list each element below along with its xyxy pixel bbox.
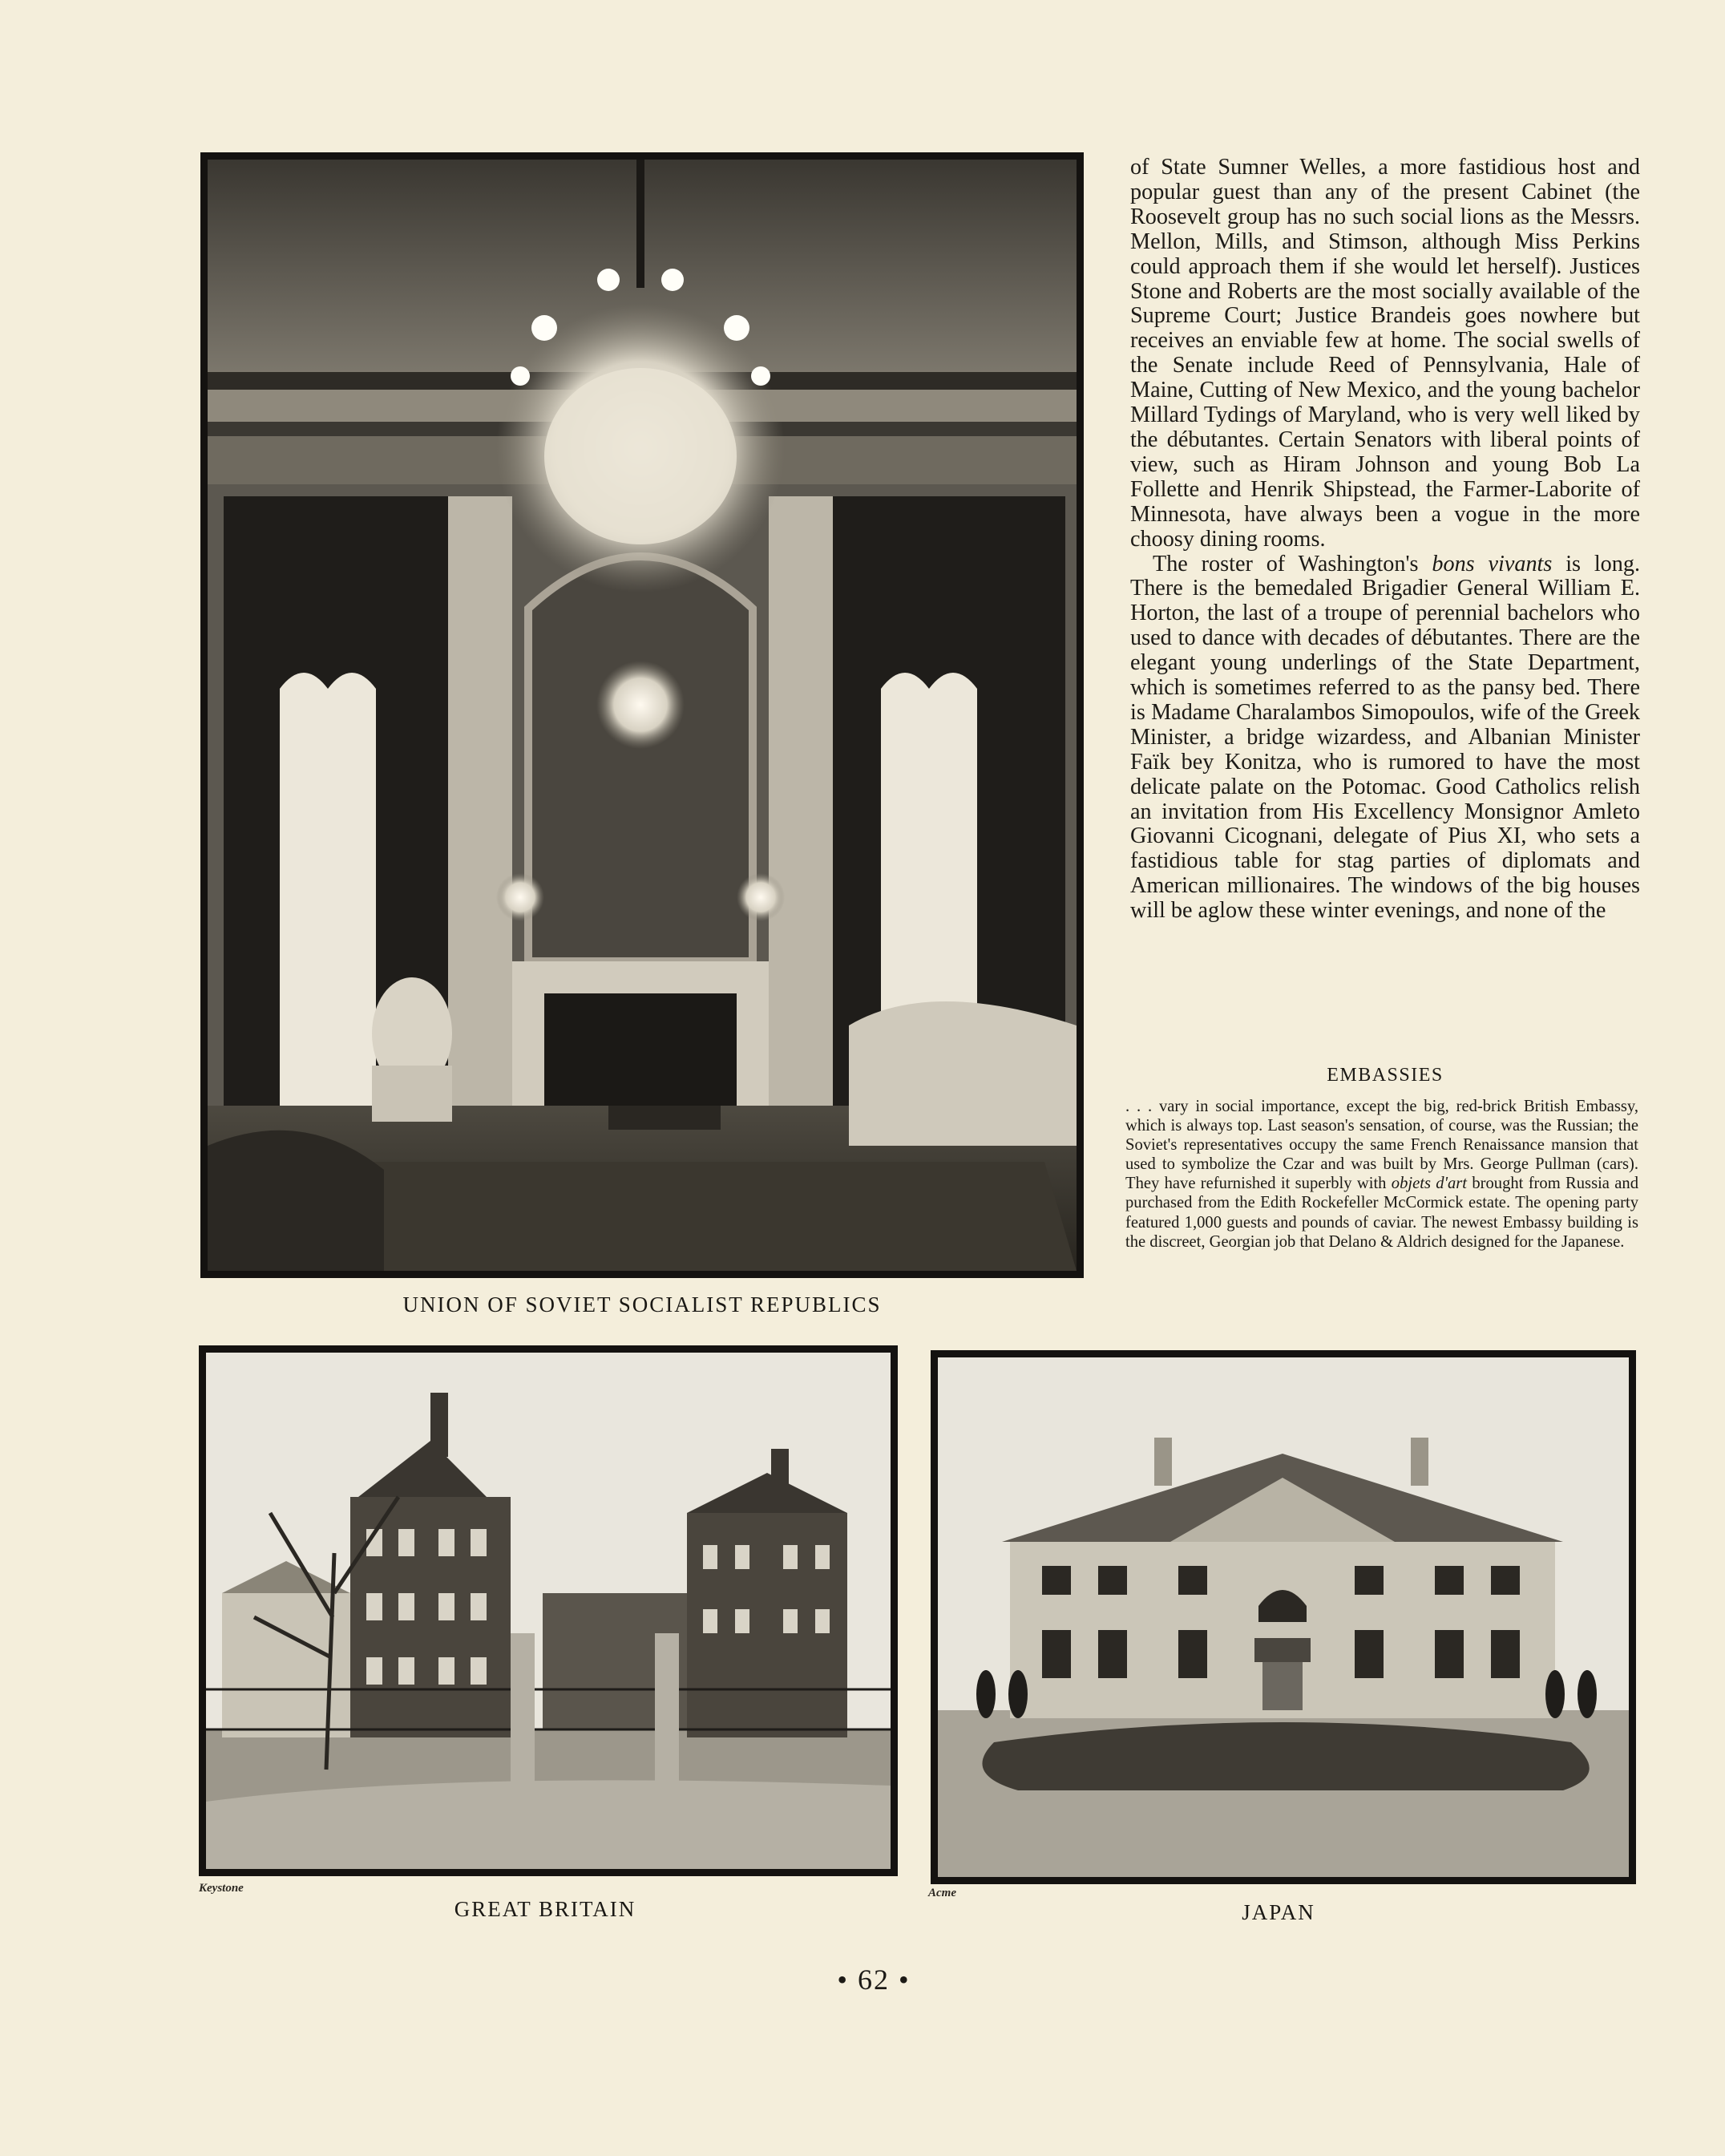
bons-vivants-italic: bons vivants [1432,551,1553,576]
embassies-text-start: . . . vary in social importance, except the big, red-brick British Embassy, which is always top. Last season's sensation, of course, was the Russian; the Soviet's representatives occupy the same French Renaissance mansion that used to symbolize the Czar and was built by Mrs. George Pullman (cars). They have refurnished it superbly with [1125,1098,1638,1193]
photo-credit-keystone: Keystone [199,1882,244,1895]
great-britain-caption: GREAT BRITAIN [454,1897,636,1921]
great-britain-embassy-photo [199,1345,898,1876]
article-paragraph-2 [1130,552,1640,924]
paragraph-2-text-start: The roster of Washington's [1153,551,1432,576]
objets-dart-italic: objets d'art [1391,1175,1468,1193]
article-column [1130,156,1640,924]
japan-embassy-photo [931,1350,1636,1884]
embassies-body [1125,1097,1638,1252]
great-britain-illustration [206,1353,891,1869]
japan-caption: JAPAN [1242,1900,1315,1924]
article-paragraph-1: of State Sumner Welles, a more fastidious host and popular guest than any of the present Cabinet (the Roosevelt group has no such social lions as the Messrs. Mellon, Mills, and Stimson, although Miss Perkins could approach them if she would let herself). Justices Stone and Roberts are the most socially available of the Supreme Court; Justice Brandeis goes nowhere but receives an enviable few at home. The social swells of the Senate include Reed of Pennsylvania, Hale of Maine, Cutting of New Mexico, and the young bachelor Millard Tydings of Maryland, who is very well liked by the débutantes. Certain Senators with liberal points of view, such as Hiram Johnson and young Bob La Follette and Henrik Shipstead, the Farmer-Laborite of Minnesota, have always been a vogue in the more choosy dining rooms. [1130,155,1640,552]
page-number: • 62 • [837,1964,911,1996]
paragraph-2-text-end: is long. There is the bemedaled Brigadier General William E. Horton, the last of a troupe of perennial bachelors who used to dance with decades of débutantes. There are the elegant young underlings of the State Department, which is sometimes referred to as the pansy bed. There is Madame Charalambos Simopoulos, wife of the Greek Minister, a bridge wizardess, and Albanian Minister Faïk bey Konitza, who is rumored to have the most delicate palate on the Potomac. Good Catholics relish an invitation from His Excellency Monsignor Amleto Giovanni Cicognani, delegate of Pius XI, who sets a fastidious table for stag parties of diplomats and American millionaires. The windows of the big houses will be aglow these winter evenings, and none of the [1130,551,1641,924]
ussr-embassy-interior-photo [200,152,1084,1278]
embassies-text-end: brought from Russia and purchased from the Edith Rockefeller McCormick estate. The opening party featured 1,000 guests and pounds of caviar. The newest Embassy building is the discreet, Georgian job that Delano & Aldrich designed for the Japanese. [1125,1175,1638,1251]
embassies-heading: EMBASSIES [1327,1065,1444,1086]
ussr-caption: UNION OF SOVIET SOCIALIST REPUBLICS [402,1292,882,1317]
photo-credit-acme: Acme [928,1887,956,1899]
ussr-interior-illustration [208,160,1077,1271]
japan-illustration [938,1357,1629,1877]
